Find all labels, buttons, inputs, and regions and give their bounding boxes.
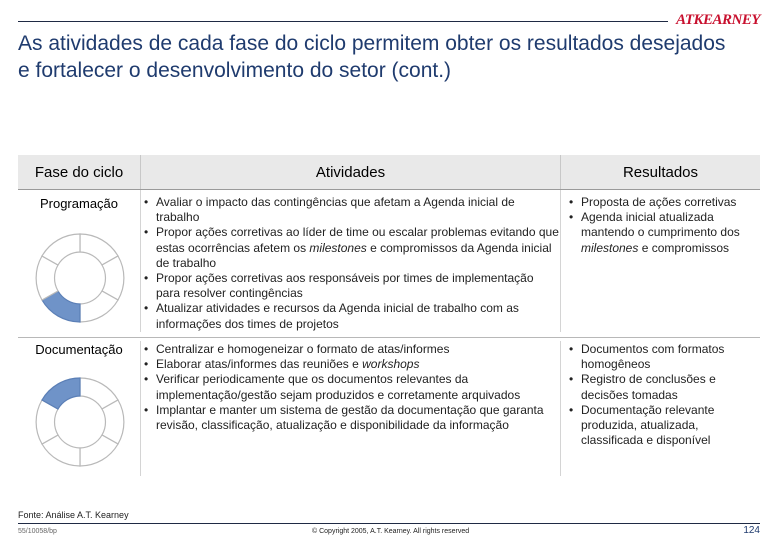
document-code: 55/10058/bp	[18, 528, 57, 535]
activities-list-programacao	[142, 195, 560, 332]
activity-item: • Atualizar atividades e recursos da Agenda inicial de trabalho com as informações dos times de projetos	[142, 301, 560, 331]
cycle-icon-documentacao	[30, 372, 130, 472]
result-item: • Documentos com formatos homogêneos	[567, 342, 762, 372]
source-note: Fonte: Análise A.T. Kearney	[18, 510, 129, 520]
page-number: 124	[743, 525, 760, 536]
page-title: As atividades de cada fase do ciclo permitem obter os resultados desejados e fortalecer o desenvolvimento do setor (cont.)	[18, 32, 726, 82]
results-list-programacao	[567, 195, 762, 256]
results-list-documentacao	[567, 342, 762, 448]
company-logo: ATKEARNEY	[676, 12, 760, 28]
activity-item: • Avaliar o impacto das contingências que afetam a Agenda inicial de trabalho	[142, 195, 560, 225]
activity-item: • Implantar e manter um sistema de gestão da documentação que garanta revisão, classificação, atualização e disponibilidade da informação	[142, 403, 560, 433]
activity-item: • Propor ações corretivas aos responsáveis por times de implementação para resolver contingências	[142, 271, 560, 301]
activity-item: • Centralizar e homogeneizar o formato de atas/informes	[142, 342, 560, 357]
copyright: © Copyright 2005, A.T. Kearney. All rights reserved	[312, 528, 470, 535]
activities-list-documentacao	[142, 342, 560, 433]
header-phase: Fase do ciclo	[18, 155, 140, 189]
header-results: Resultados	[560, 155, 760, 189]
column-divider	[140, 341, 141, 476]
column-divider	[560, 341, 561, 476]
activity-item: • Verificar periodicamente que os documentos relevantes da implementação/gestão sejam produzidos e corretamente arquivados	[142, 372, 560, 402]
result-item: • Documentação relevante produzida, atualizada, classificada e disponível	[567, 403, 762, 449]
phase-label-documentacao: Documentação	[35, 342, 123, 357]
header-divider	[18, 189, 760, 190]
column-divider	[140, 190, 141, 332]
top-rule	[18, 21, 668, 22]
activity-item: • Propor ações corretivas ao líder de time ou escalar problemas evitando que estas ocorrências afetem os milestones e compromissos da Agenda inicial de trabalho	[142, 225, 560, 271]
bottom-rule	[18, 523, 760, 524]
result-item: • Agenda inicial atualizada mantendo o cumprimento dos milestones e compromissos	[567, 210, 762, 256]
row-divider	[18, 337, 760, 338]
column-divider	[560, 190, 561, 332]
cycle-icon-programacao	[30, 228, 130, 328]
header-activities: Atividades	[140, 155, 560, 189]
phase-label-programacao: Programação	[39, 196, 119, 211]
result-item: • Registro de conclusões e decisões tomadas	[567, 372, 762, 402]
result-item: • Proposta de ações corretivas	[567, 195, 762, 210]
activity-item: • Elaborar atas/informes das reuniões e workshops	[142, 357, 560, 372]
